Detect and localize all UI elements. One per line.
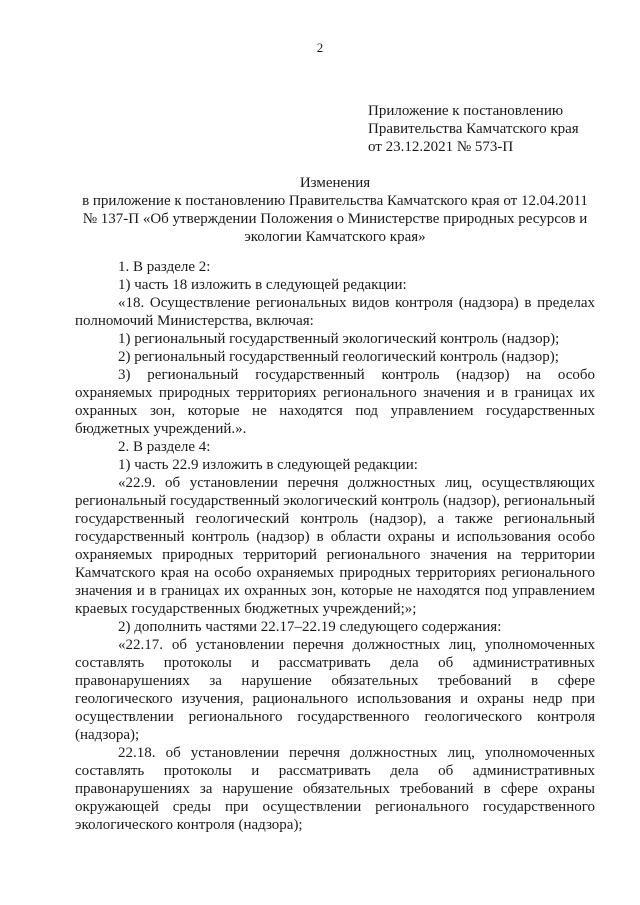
paragraph: 1. В разделе 2: — [118, 259, 211, 275]
paragraph: «22.17. об установлении перечня должностных лиц, уполномоченных составлять протоколы и рассматривать дела об административных правонарушениях за нарушение обязательных требований в сфере геологического изучения, рационального использования и охраны недр при осуществлении регионального государственного геологического контроля (надзора); — [75, 637, 595, 743]
paragraph: 1) часть 22.9 изложить в следующей редакции: — [118, 457, 418, 473]
title-line: № 137-П «Об утверждении Положения о Министерстве природных ресурсов и — [82, 211, 588, 227]
annex-line: Приложение к постановлению — [368, 103, 564, 119]
title-line: в приложение к постановлению Правительства Камчатского края от 12.04.2011 — [82, 193, 588, 209]
paragraph: 2. В разделе 4: — [118, 439, 211, 455]
paragraph: 1) часть 18 изложить в следующей редакции: — [118, 277, 407, 293]
paragraph: 22.18. об установлении перечня должностных лиц, уполномоченных составлять протоколы и рассматривать дела об административных правонарушениях за нарушение обязательных требований в сфере охраны окружающей среды при осуществлении регионального государственного экологического контроля (надзора); — [75, 745, 595, 833]
annex-line: от 23.12.2021 № 573-П — [368, 139, 514, 155]
paragraph: «22.9. об установлении перечня должностных лиц, осуществляющих региональный государственный экологический контроль (надзор), региональный государственный геологический контроль (надзор), а также региональный государственный контроль (надзор) в области охраны и использования особо охраняемых природных территорий регионального значения на территории Камчатского края на особо охраняемых природных территориях регионального значения и в границах их охранных зон, которые не находятся под управлением краевых государственных бюджетных учреждений;»; — [75, 475, 595, 617]
page-number: 2 — [316, 40, 324, 55]
title-line: экологии Камчатского края» — [244, 229, 426, 245]
paragraph: 3) региональный государственный контроль (надзор) на особо охраняемых природных территориях регионального значения и в границах их охранных зон, которые не находятся под управлением государственных бюджетных учреждений.». — [75, 367, 595, 437]
paragraph: 2) дополнить частями 22.17–22.19 следующего содержания: — [118, 619, 502, 635]
document-title — [75, 174, 595, 246]
paragraph: 2) региональный государственный геологический контроль (надзор); — [118, 349, 559, 365]
annex-line: Правительства Камчатского края — [368, 121, 579, 137]
annex-block — [368, 102, 579, 156]
title-heading: Изменения — [299, 175, 371, 191]
paragraph: «18. Осуществление региональных видов контроля (надзора) в пределах полномочий Министерства, включая: — [75, 295, 595, 329]
document-body — [75, 258, 595, 834]
paragraph: 1) региональный государственный экологический контроль (надзор); — [118, 331, 560, 347]
